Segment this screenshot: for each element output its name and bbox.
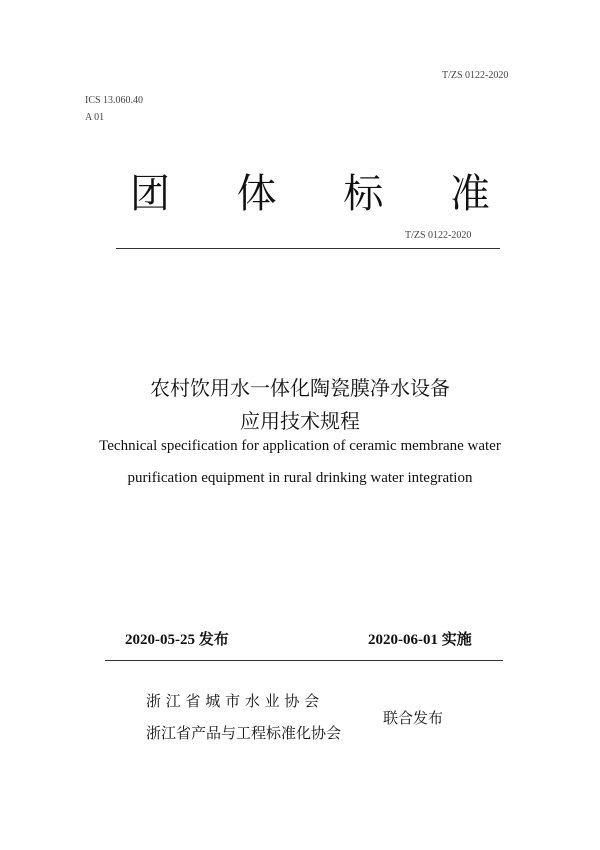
- standard-number: T/ZS 0122-2020: [405, 230, 472, 241]
- divider: [105, 660, 503, 661]
- ics-code: ICS 13.060.40: [85, 95, 144, 106]
- title-char: 体: [236, 171, 277, 217]
- issue-date: 2020-05-25 发布: [125, 632, 229, 648]
- standard-number-top: T/ZS 0122-2020: [442, 70, 509, 81]
- implement-date: 2020-06-01 实施: [368, 632, 472, 648]
- chinese-title-line2: 应用技术规程: [240, 409, 360, 433]
- ccs-code: A 01: [85, 112, 105, 123]
- english-title-line2: purification equipment in rural drinking water integration: [127, 470, 473, 486]
- issuer-2: 浙江省产品与工程标准化协会: [146, 724, 342, 742]
- title-char: 团: [130, 171, 170, 217]
- joint-release: 联合发布: [383, 709, 444, 727]
- chinese-title-line1: 农村饮用水一体化陶瓷膜净水设备: [150, 376, 450, 400]
- title-char: 准: [449, 171, 490, 217]
- english-title-line1: Technical specification for application of ceramic membrane water: [99, 438, 501, 454]
- issuer-1: 浙 江 省 城 市 水 业 协 会: [146, 692, 320, 710]
- document-type-title: [130, 162, 490, 219]
- title-char: 标: [343, 171, 384, 217]
- divider: [116, 248, 500, 249]
